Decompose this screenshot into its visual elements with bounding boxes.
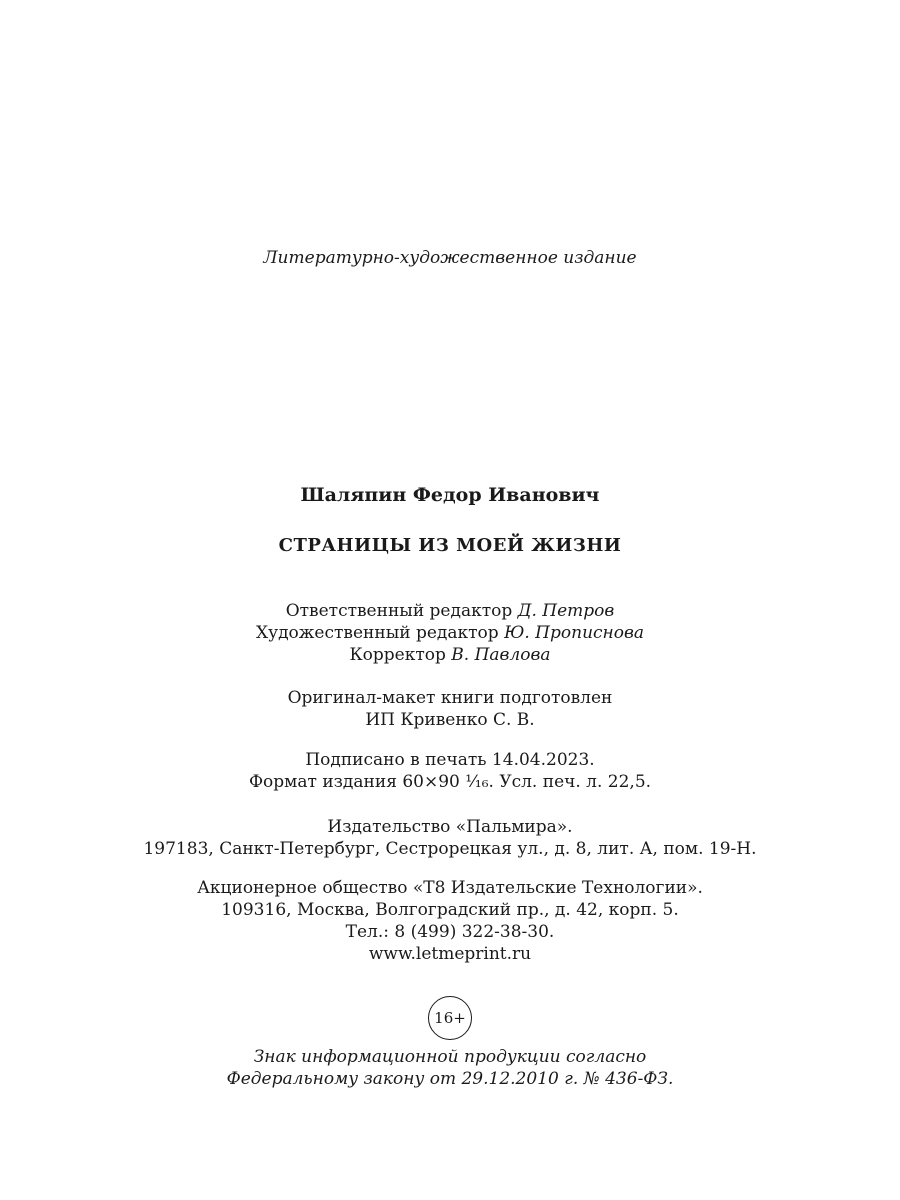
age-rating-badge	[428, 996, 472, 1040]
layout-note-line: Оригинал-макет книги подготовлен	[287, 688, 613, 708]
printer-name-line: Акционерное общество «Т8 Издательские Технологии».	[197, 878, 703, 898]
book-title: СТРАНИЦЫ ИЗ МОЕЙ ЖИЗНИ	[278, 535, 622, 556]
staff-line-editor	[0, 600, 900, 622]
staff-line-art-editor	[0, 622, 900, 644]
print-info	[0, 749, 900, 793]
staff-role: Художественный редактор	[255, 623, 499, 643]
edition-type-label: Литературно-художественное издание	[263, 248, 637, 268]
print-format-line: Формат издания 60×90 ¹⁄₁₆. Усл. печ. л. 22,5.	[248, 772, 652, 792]
printer-phone-line: Тел.: 8 (499) 322-38-30.	[345, 922, 555, 942]
print-date-line: Подписано в печать 14.04.2023.	[305, 750, 595, 770]
layout-note-line: ИП Кривенко С. В.	[365, 710, 535, 730]
staff-person: Д. Петров	[517, 601, 615, 621]
age-note-line: Федеральному закону от 29.12.2010 г. № 436-ФЗ.	[226, 1069, 674, 1089]
staff-credits	[0, 600, 900, 666]
staff-line-proofreader	[0, 644, 900, 666]
staff-role: Ответственный редактор	[285, 601, 513, 621]
printer-info	[0, 877, 900, 965]
staff-person: В. Павлова	[451, 645, 551, 665]
printer-website: www.letmeprint.ru	[368, 944, 532, 964]
publisher-info	[0, 816, 900, 860]
age-note-line: Знак информационной продукции согласно	[253, 1047, 647, 1067]
age-rating-note	[0, 1046, 900, 1090]
publisher-address-line: 197183, Санкт-Петербург, Сестрорецкая ул., д. 8, лит. А, пом. 19-Н.	[143, 839, 757, 859]
age-rating-label: 16+	[434, 1009, 466, 1027]
staff-person: Ю. Прописнова	[504, 623, 644, 643]
author-name: Шаляпин Федор Иванович	[300, 484, 600, 506]
staff-role: Корректор	[349, 645, 446, 665]
layout-note	[0, 687, 900, 731]
publisher-name-line: Издательство «Пальмира».	[327, 817, 573, 837]
printer-address-line: 109316, Москва, Волгоградский пр., д. 42, корп. 5.	[221, 900, 679, 920]
